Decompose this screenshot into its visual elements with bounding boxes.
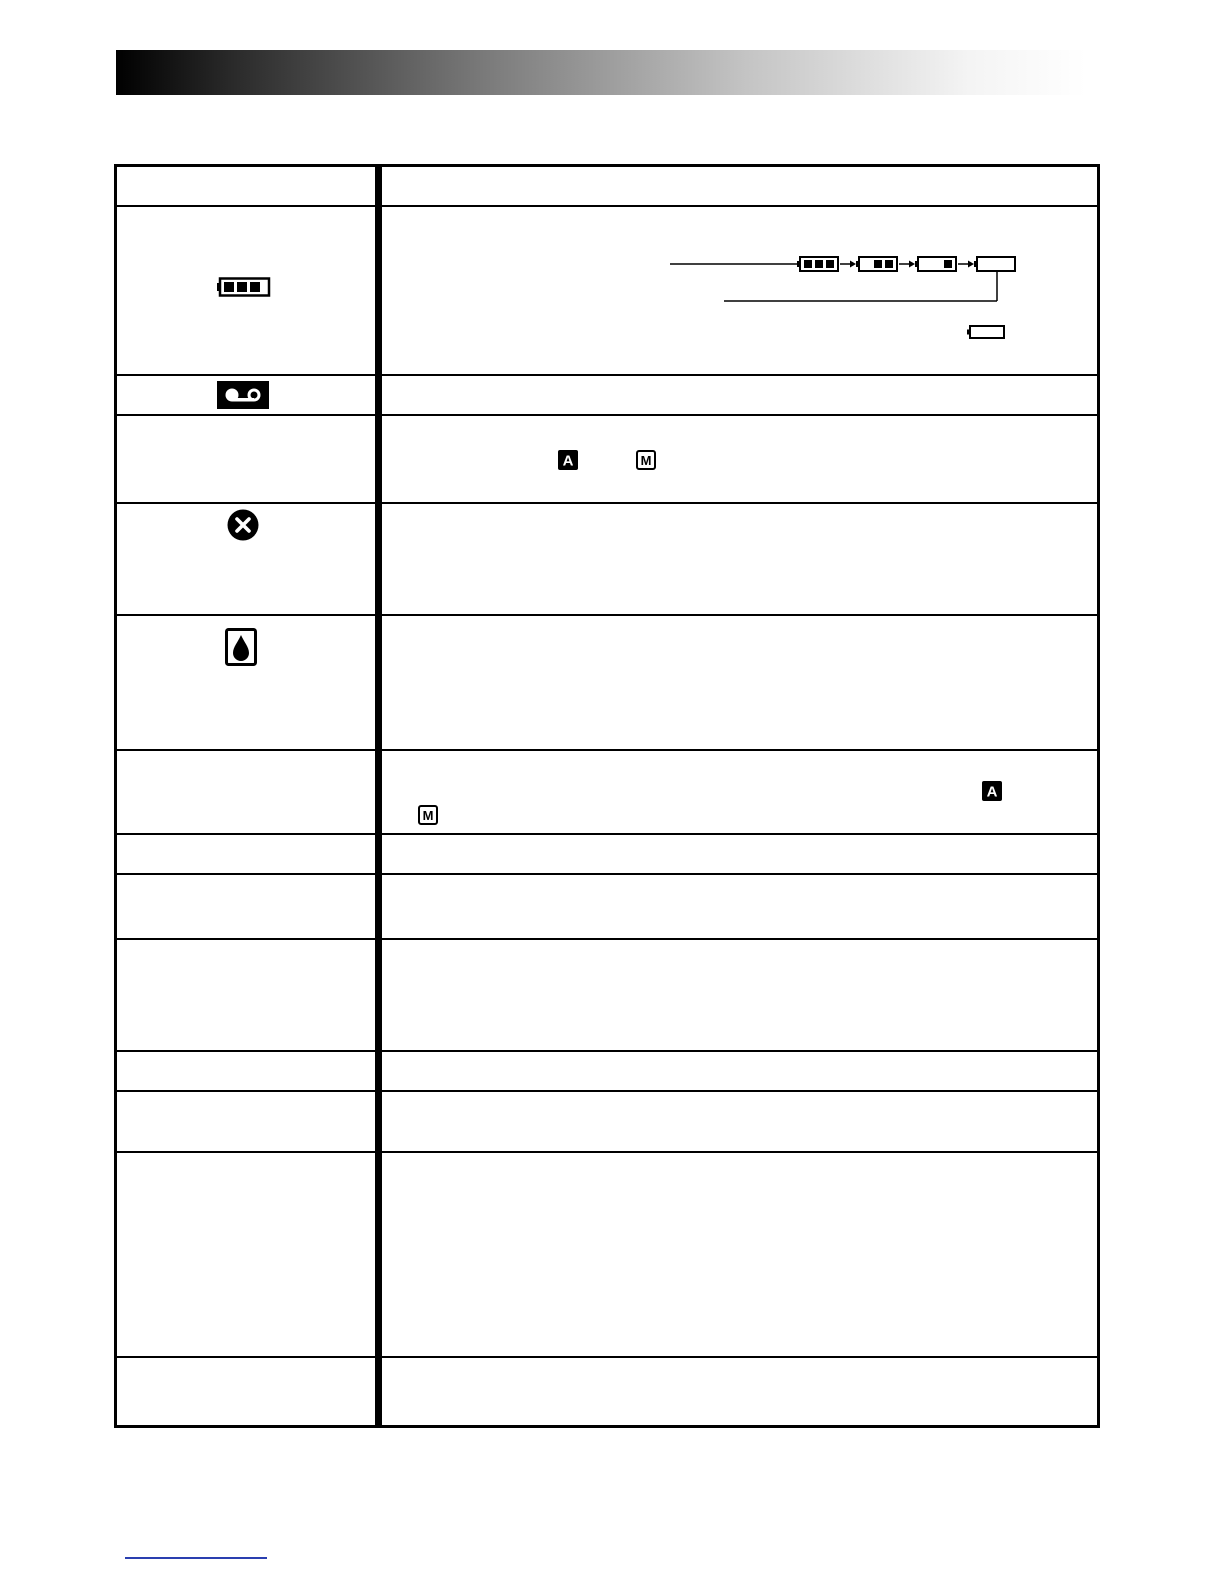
battery-3-bars-icon (797, 257, 838, 271)
row-separator (117, 1090, 1097, 1092)
row-separator (117, 1356, 1097, 1358)
battery-1-bar-icon (915, 257, 956, 271)
svg-text:M: M (422, 808, 434, 823)
header-row-separator (117, 205, 1097, 207)
row-separator (117, 502, 1097, 504)
row-separator (117, 1151, 1097, 1153)
auto-mode-icon (558, 450, 578, 470)
water-drop-icon (225, 628, 257, 666)
manual-mode-icon (418, 805, 438, 825)
tape-icon (217, 381, 269, 409)
svg-text:A: A (562, 452, 574, 470)
manual-mode-icon (636, 450, 656, 470)
battery-full-icon (217, 277, 271, 297)
battery-2-bars-icon (856, 257, 897, 271)
row-separator (117, 749, 1097, 751)
row-separator (117, 1050, 1097, 1052)
row-separator (117, 374, 1097, 376)
row-separator (117, 414, 1097, 416)
column-divider (375, 164, 382, 1428)
row-separator (117, 833, 1097, 835)
row-separator (117, 614, 1097, 616)
battery-sequence-diagram (670, 252, 1030, 308)
indicator-table (114, 164, 1100, 1428)
section-header-bar (116, 50, 1086, 95)
battery-empty-small-icon (966, 324, 1006, 340)
row-separator (117, 938, 1097, 940)
footer-link-underline[interactable] (125, 1557, 267, 1559)
battery-empty-icon (974, 257, 1015, 271)
x-circle-icon (227, 509, 259, 541)
svg-text:A: A (986, 783, 998, 801)
svg-text:M: M (640, 453, 652, 468)
auto-mode-icon (982, 781, 1002, 801)
row-separator (117, 873, 1097, 875)
